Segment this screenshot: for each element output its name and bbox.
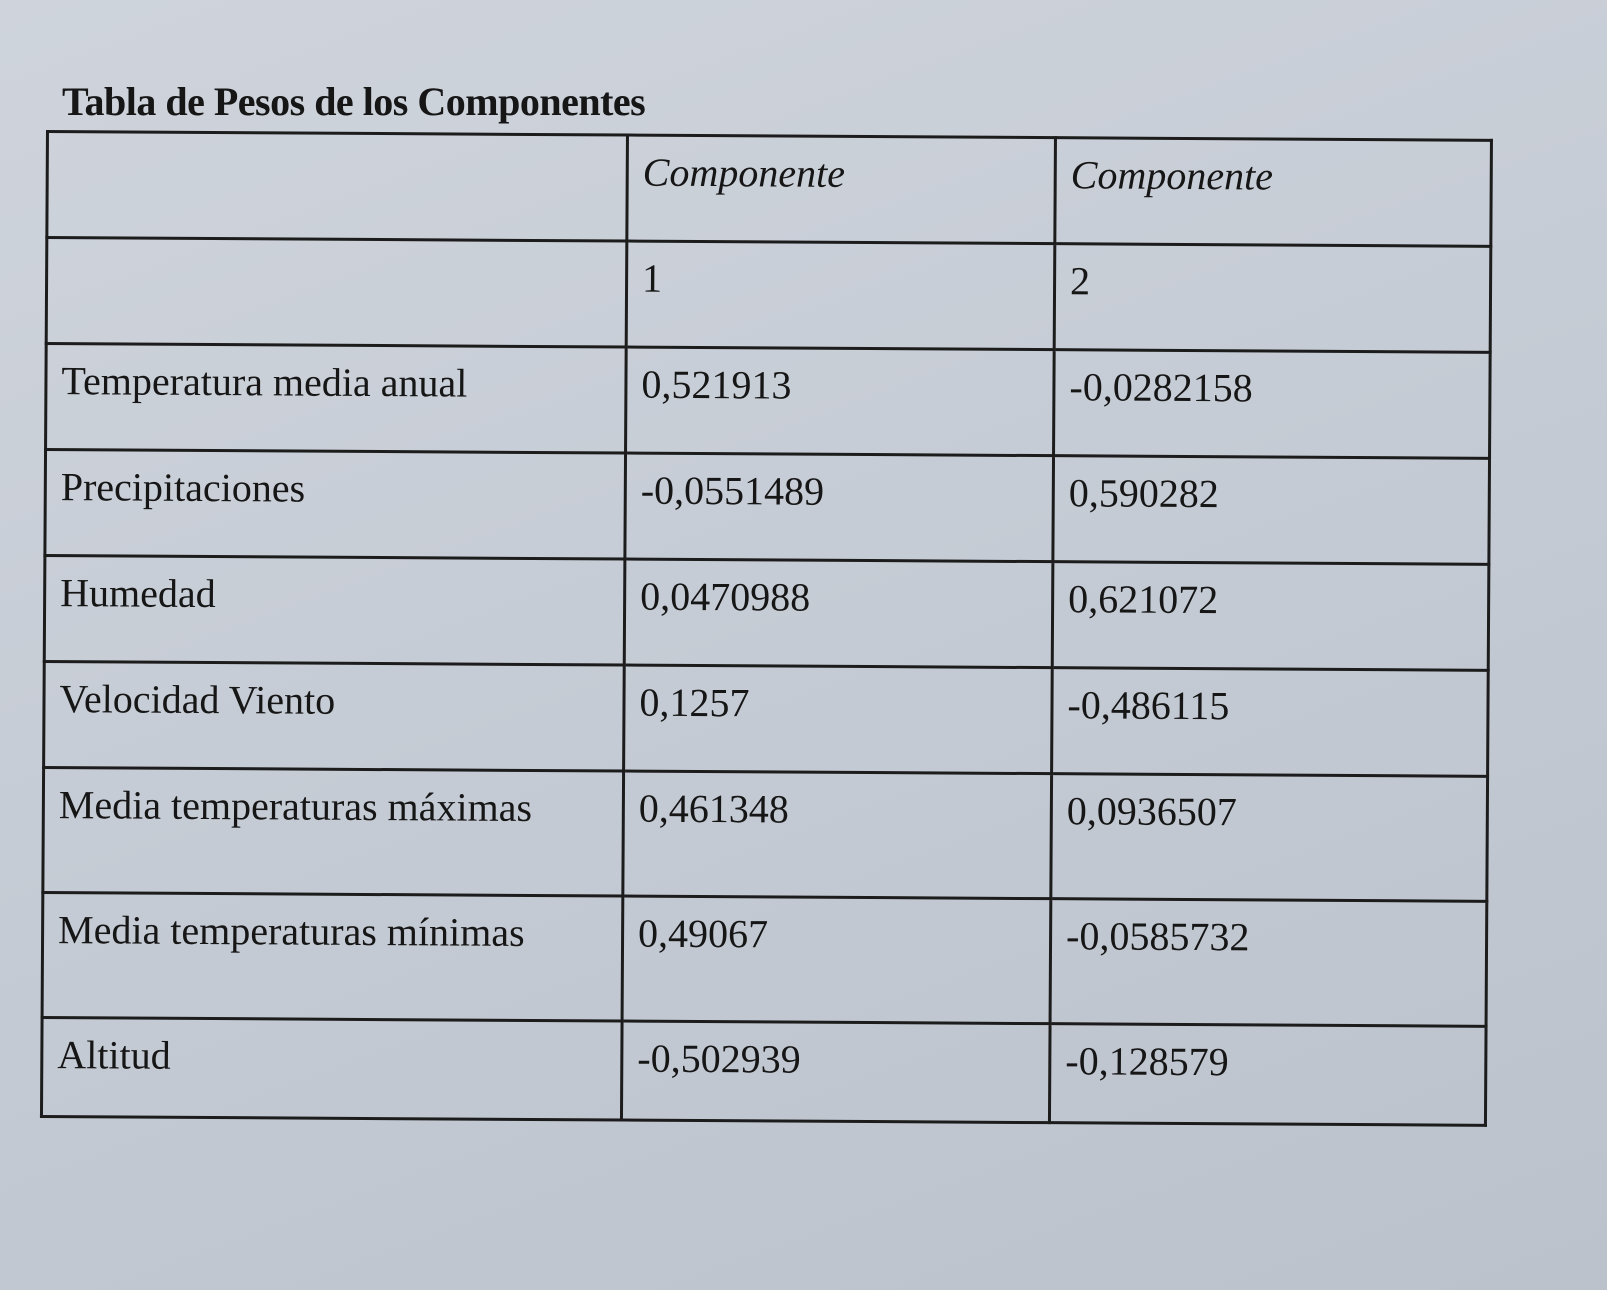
header-row-component	[47, 132, 1492, 247]
table-row	[46, 344, 1491, 459]
component-1-cell: -0,502939	[621, 1021, 1050, 1123]
component-2-cell: -0,0585732	[1050, 899, 1487, 1027]
component-2-cell: -0,0282158	[1054, 350, 1491, 459]
component-2-cell: -0,128579	[1049, 1024, 1486, 1126]
variable-cell: Velocidad Viento	[44, 661, 625, 771]
component-1-cell: 0,0470988	[624, 559, 1053, 668]
header-empty-cell	[47, 132, 628, 242]
variable-cell: Temperatura media anual	[46, 344, 627, 454]
table-title: Tabla de Pesos de los Componentes	[62, 79, 646, 124]
component-1-cell: 0,521913	[626, 347, 1055, 456]
header-number-1: 1	[626, 241, 1055, 350]
header-componente-2: Componente	[1055, 138, 1492, 247]
component-2-cell: 0,590282	[1053, 456, 1490, 565]
component-1-cell: 0,49067	[622, 896, 1051, 1024]
component-2-cell: 0,621072	[1052, 562, 1489, 671]
component-1-cell: 0,1257	[624, 665, 1053, 774]
header-empty-cell	[46, 238, 627, 348]
header-row-number	[46, 238, 1491, 353]
variable-cell: Humedad	[44, 556, 625, 666]
component-2-cell: 0,0936507	[1051, 774, 1488, 902]
component-weights-table	[40, 130, 1493, 1127]
variable-cell: Media temperaturas mínimas	[42, 892, 623, 1021]
table-row	[44, 556, 1489, 671]
component-2-cell: -0,486115	[1052, 668, 1489, 777]
table-row	[45, 450, 1490, 565]
variable-cell: Precipitaciones	[45, 450, 626, 560]
component-1-cell: 0,461348	[623, 771, 1052, 899]
variable-cell: Altitud	[41, 1017, 622, 1120]
table-row	[44, 661, 1489, 776]
variable-cell: Media temperaturas máximas	[43, 767, 624, 896]
header-number-2: 2	[1054, 244, 1491, 353]
table-row	[41, 1017, 1486, 1125]
header-componente-1: Componente	[627, 135, 1056, 244]
table-row	[43, 767, 1488, 901]
component-1-cell: -0,0551489	[625, 453, 1054, 562]
table-row	[42, 892, 1487, 1026]
